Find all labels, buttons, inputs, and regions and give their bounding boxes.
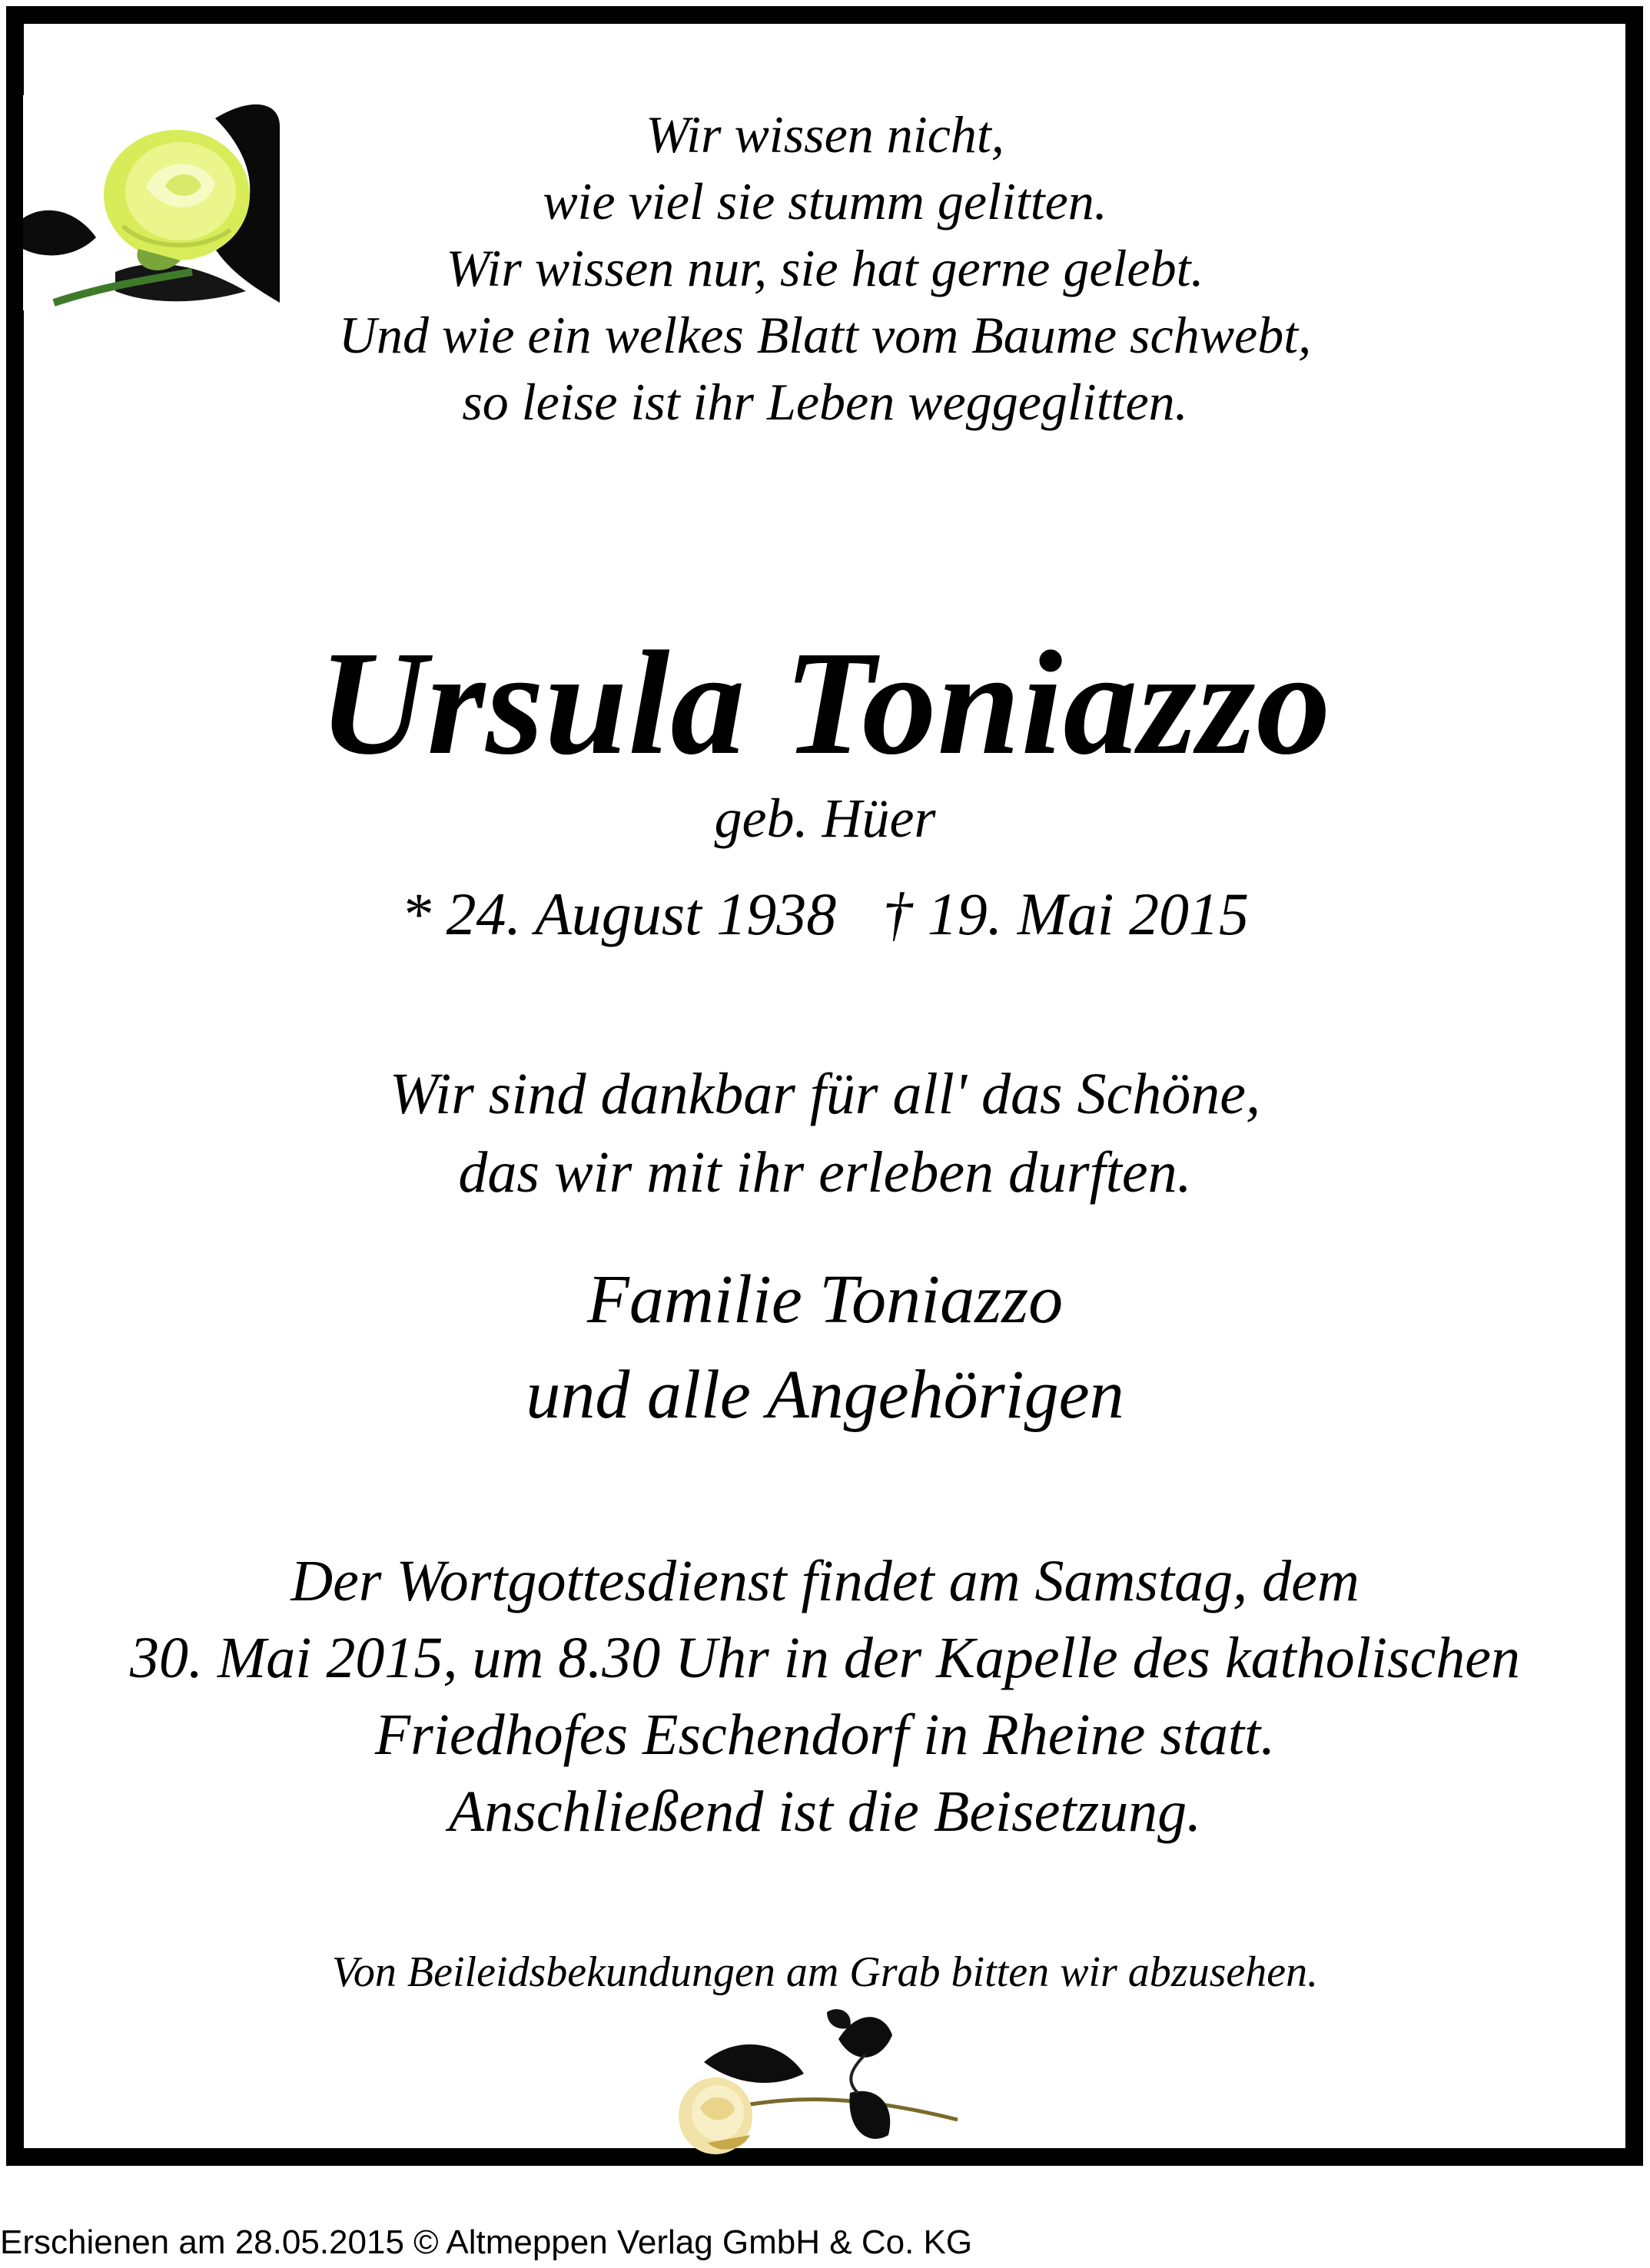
gratitude-line: Wir sind dankbar für all' das Schöne, [389,1062,1261,1126]
gratitude-text [0,1055,1650,1212]
life-dates [0,876,1650,953]
deceased-name: Ursula Toniazzo [318,620,1332,785]
service-line: Der Wortgottesdienst findet am Samstag, dem [290,1549,1360,1613]
poem-line: wie viel sie stumm gelitten. [543,172,1107,230]
birth-name: geb. Hüer [714,788,936,849]
poem-line: Wir wissen nur, sie hat gerne gelebt. [446,239,1204,297]
service-line: Friedhofes Eschendorf in Rheine statt. [374,1703,1276,1767]
poem-line: Und wie ein welkes Blatt vom Baume schwebt, [338,306,1312,364]
condolence-note: Von Beileidsbekundungen am Grab bitten wir abzusehen. [331,1948,1319,1996]
poem [0,101,1650,436]
family-signature [0,1252,1650,1443]
family-line: und alle Angehörigen [526,1357,1124,1433]
service-info [0,1543,1650,1850]
single-rose-icon [673,2008,965,2162]
birth-date: * 24. August 1938 [401,880,837,947]
service-line: 30. Mai 2015, um 8.30 Uhr in der Kapelle des katholischen [129,1626,1520,1690]
death-date: † 19. Mai 2015 [882,880,1249,947]
gratitude-line: das wir mit ihr erleben durften. [458,1140,1192,1205]
service-line: Anschließend ist die Beisetzung. [448,1779,1202,1844]
poem-line: Wir wissen nicht, [646,105,1004,164]
family-line: Familie Toniazzo [586,1262,1064,1338]
poem-line: so leise ist ihr Leben weggeglitten. [462,373,1188,431]
publication-footer: Erschienen am 28.05.2015 © Altmeppen Verlag GmbH & Co. KG [0,2223,973,2261]
